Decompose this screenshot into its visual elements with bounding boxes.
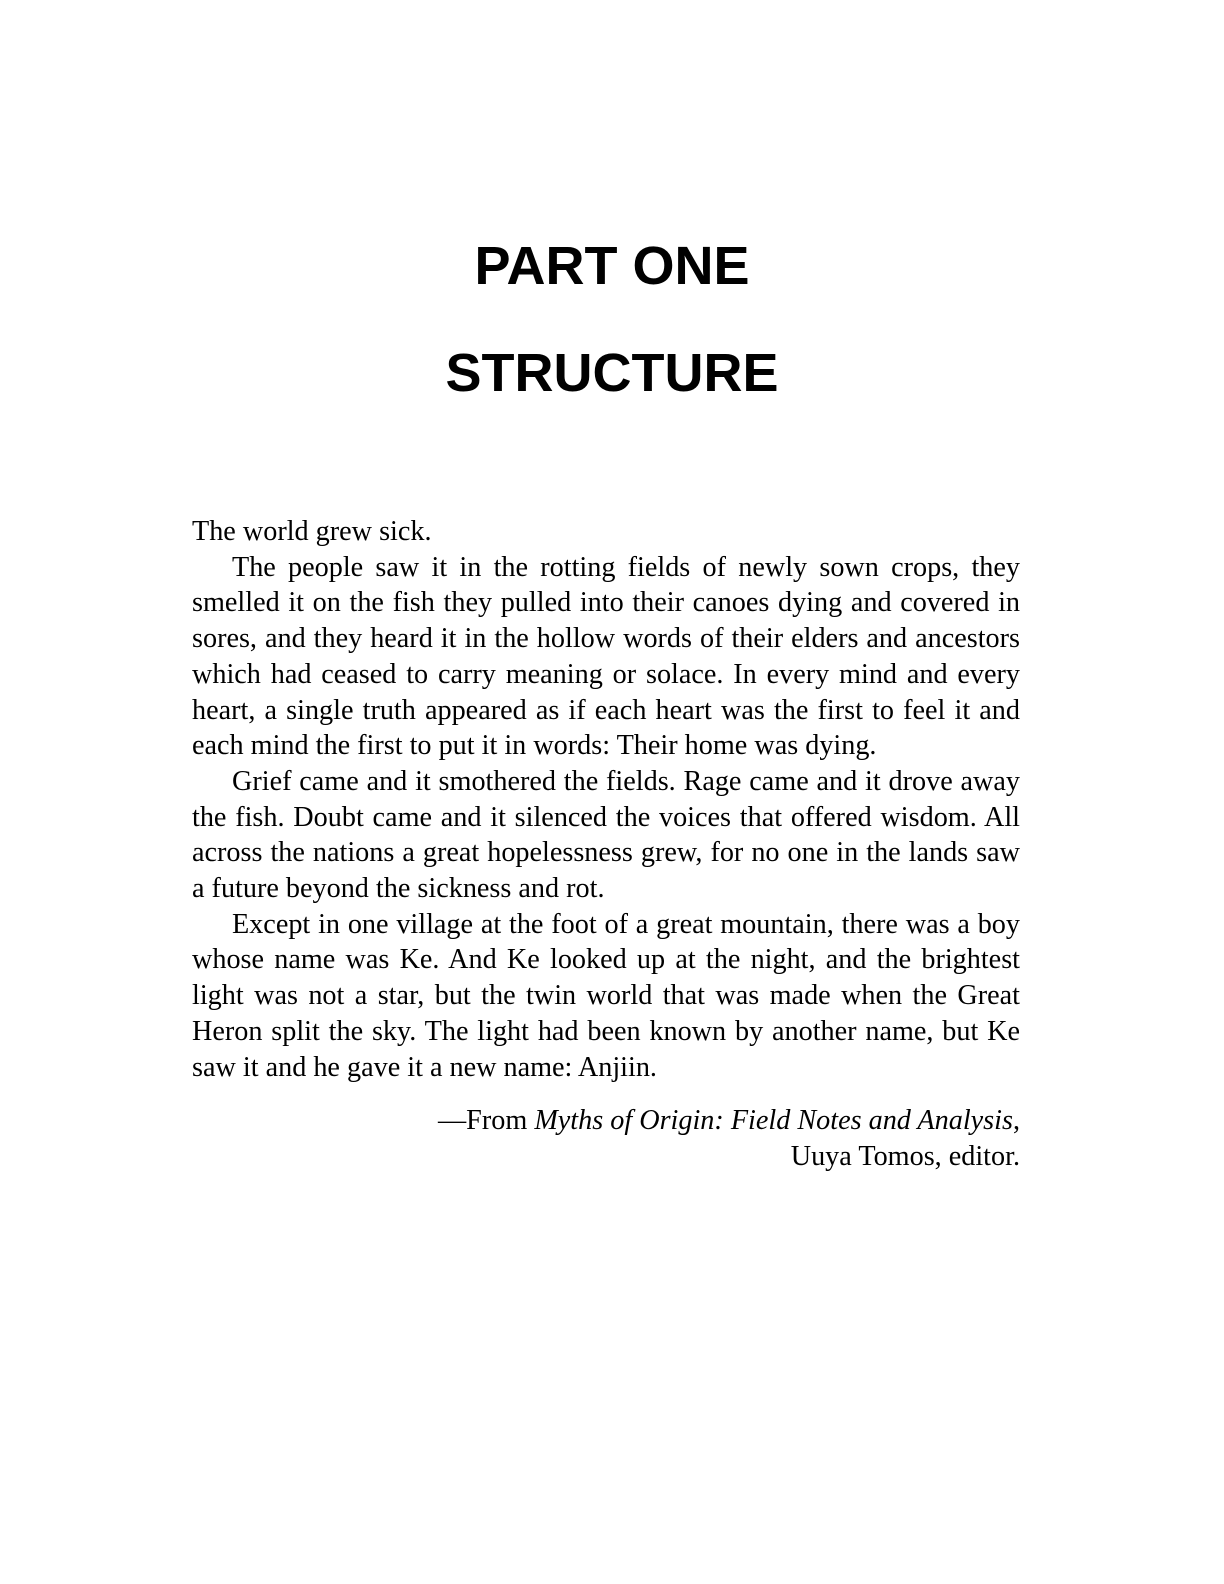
attribution-editor: Uuya Tomos, editor. — [790, 1140, 1020, 1172]
epigraph-paragraph: Except in one village at the foot of a great mountain, there was a boy whose name was Ke. And Ke looked up at the night, and the brightest light was not a star, but the twin world that was made when the Great Heron split the sky. The light had been known by another name, but Ke saw it and he gave it a new name: Anjiin. — [192, 908, 1020, 1083]
epigraph-paragraph: The people saw it in the rotting fields of newly sown crops, they smelled it on the fish they pulled into their canoes dying and covered in sores, and they heard it in the hollow words of their elders and ancestors which had ceased to carry meaning or solace. In every mind and every heart, a single truth appeared as if each heart was the first to feel it and each mind the first to put it in words: Their home was dying. — [192, 551, 1020, 762]
epigraph-attribution — [192, 1103, 1020, 1174]
epigraph-paragraph: The world grew sick. — [192, 516, 432, 547]
attribution-source-line — [192, 1103, 1020, 1139]
part-title: STRUCTURE — [445, 343, 779, 403]
attribution-source-title: Myths of Origin: Field Notes and Analysis — [534, 1105, 1013, 1137]
attribution-suffix: , — [1012, 1105, 1020, 1137]
part-label: PART ONE — [474, 236, 750, 296]
epigraph — [192, 514, 1020, 1175]
epigraph-paragraph: Grief came and it smothered the fields. Rage came and it drove away the fish. Doubt came and it silenced the voices that offered wisdom. All across the nations a great hopelessness grew, for no one in the lands saw a future beyond the sickness and rot. — [192, 765, 1020, 905]
attribution-prefix: —From — [437, 1105, 535, 1137]
